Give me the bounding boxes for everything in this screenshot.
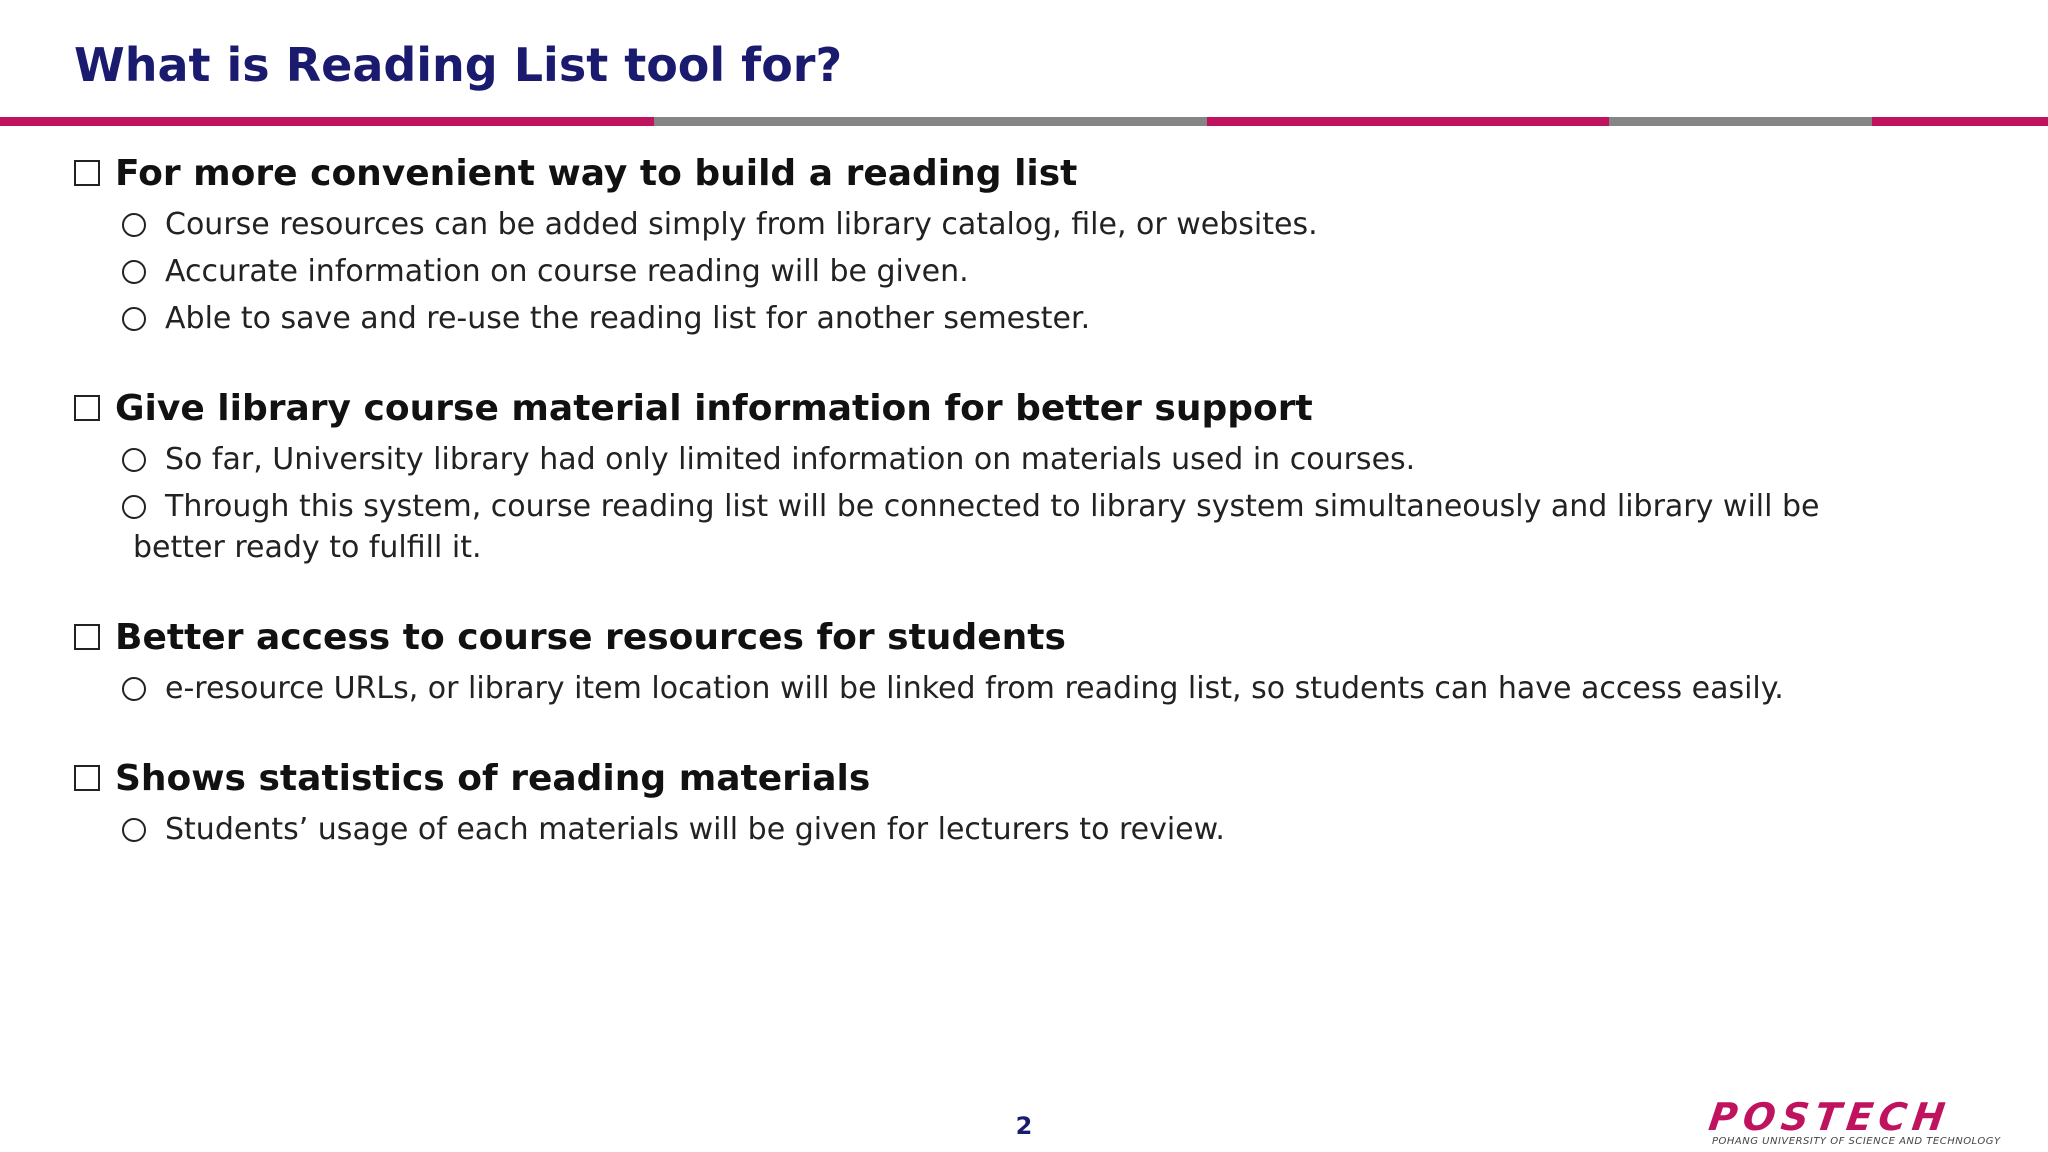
list-item [74, 809, 1974, 850]
square-bullet-icon [74, 160, 100, 186]
list-item-text: Able to save and re-use the reading list for another semester. [165, 301, 1091, 336]
section-convenient-build [74, 148, 1974, 339]
underline-segment-accent-1 [0, 117, 654, 126]
square-bullet-icon [74, 395, 100, 421]
list-item [74, 668, 1974, 709]
list-item [74, 204, 1974, 245]
slide-content [74, 148, 1974, 894]
circle-bullet-icon [122, 818, 146, 842]
circle-bullet-icon [122, 260, 146, 284]
section-heading-row [74, 148, 1974, 198]
circle-bullet-icon [122, 213, 146, 237]
slide-title: What is Reading List tool for? [74, 38, 843, 92]
page-number: 2 [1015, 1112, 1033, 1140]
circle-bullet-icon [122, 677, 146, 701]
title-underline [0, 117, 2048, 126]
logo-wordmark: POSTECH [1706, 1095, 1954, 1139]
square-bullet-icon [74, 624, 100, 650]
section-library-support [74, 383, 1974, 568]
logo-subtitle: POHANG UNIVERSITY OF SCIENCE AND TECHNOLOGY [1712, 1136, 2001, 1147]
list-item-text-continuation: better ready to fulfill it. [133, 530, 482, 565]
section-heading: Shows statistics of reading materials [115, 757, 871, 799]
list-item-text: Accurate information on course reading will be given. [165, 254, 969, 289]
list-item-text: Students’ usage of each materials will be given for lecturers to review. [165, 812, 1225, 847]
underline-segment-gray-2 [1609, 117, 1872, 126]
list-item-text: Course resources can be added simply from library catalog, file, or websites. [165, 207, 1318, 242]
section-statistics [74, 753, 1974, 850]
list-item-text: e-resource URLs, or library item location will be linked from reading list, so students can have access easily. [165, 671, 1784, 706]
section-heading-row [74, 383, 1974, 433]
section-student-access [74, 612, 1974, 709]
section-heading-row [74, 612, 1974, 662]
list-item [74, 439, 1974, 480]
list-item-text: So far, University library had only limited information on materials used in courses. [165, 442, 1416, 477]
section-heading: Give library course material information for better support [115, 387, 1313, 429]
underline-segment-accent-2 [1207, 117, 1609, 126]
section-heading: Better access to course resources for students [115, 616, 1066, 658]
section-heading-row [74, 753, 1974, 803]
circle-bullet-icon [122, 495, 146, 519]
underline-segment-gray-1 [654, 117, 1207, 126]
section-heading: For more convenient way to build a reading list [115, 152, 1078, 194]
list-item [74, 251, 1974, 292]
underline-segment-accent-3 [1872, 117, 2048, 126]
list-item [74, 298, 1974, 339]
postech-logo [1706, 1095, 2034, 1147]
list-item [74, 486, 1974, 568]
circle-bullet-icon [122, 448, 146, 472]
list-item-text: Through this system, course reading list will be connected to library system simultaneously and library will be [165, 489, 1820, 524]
square-bullet-icon [74, 765, 100, 791]
circle-bullet-icon [122, 307, 146, 331]
